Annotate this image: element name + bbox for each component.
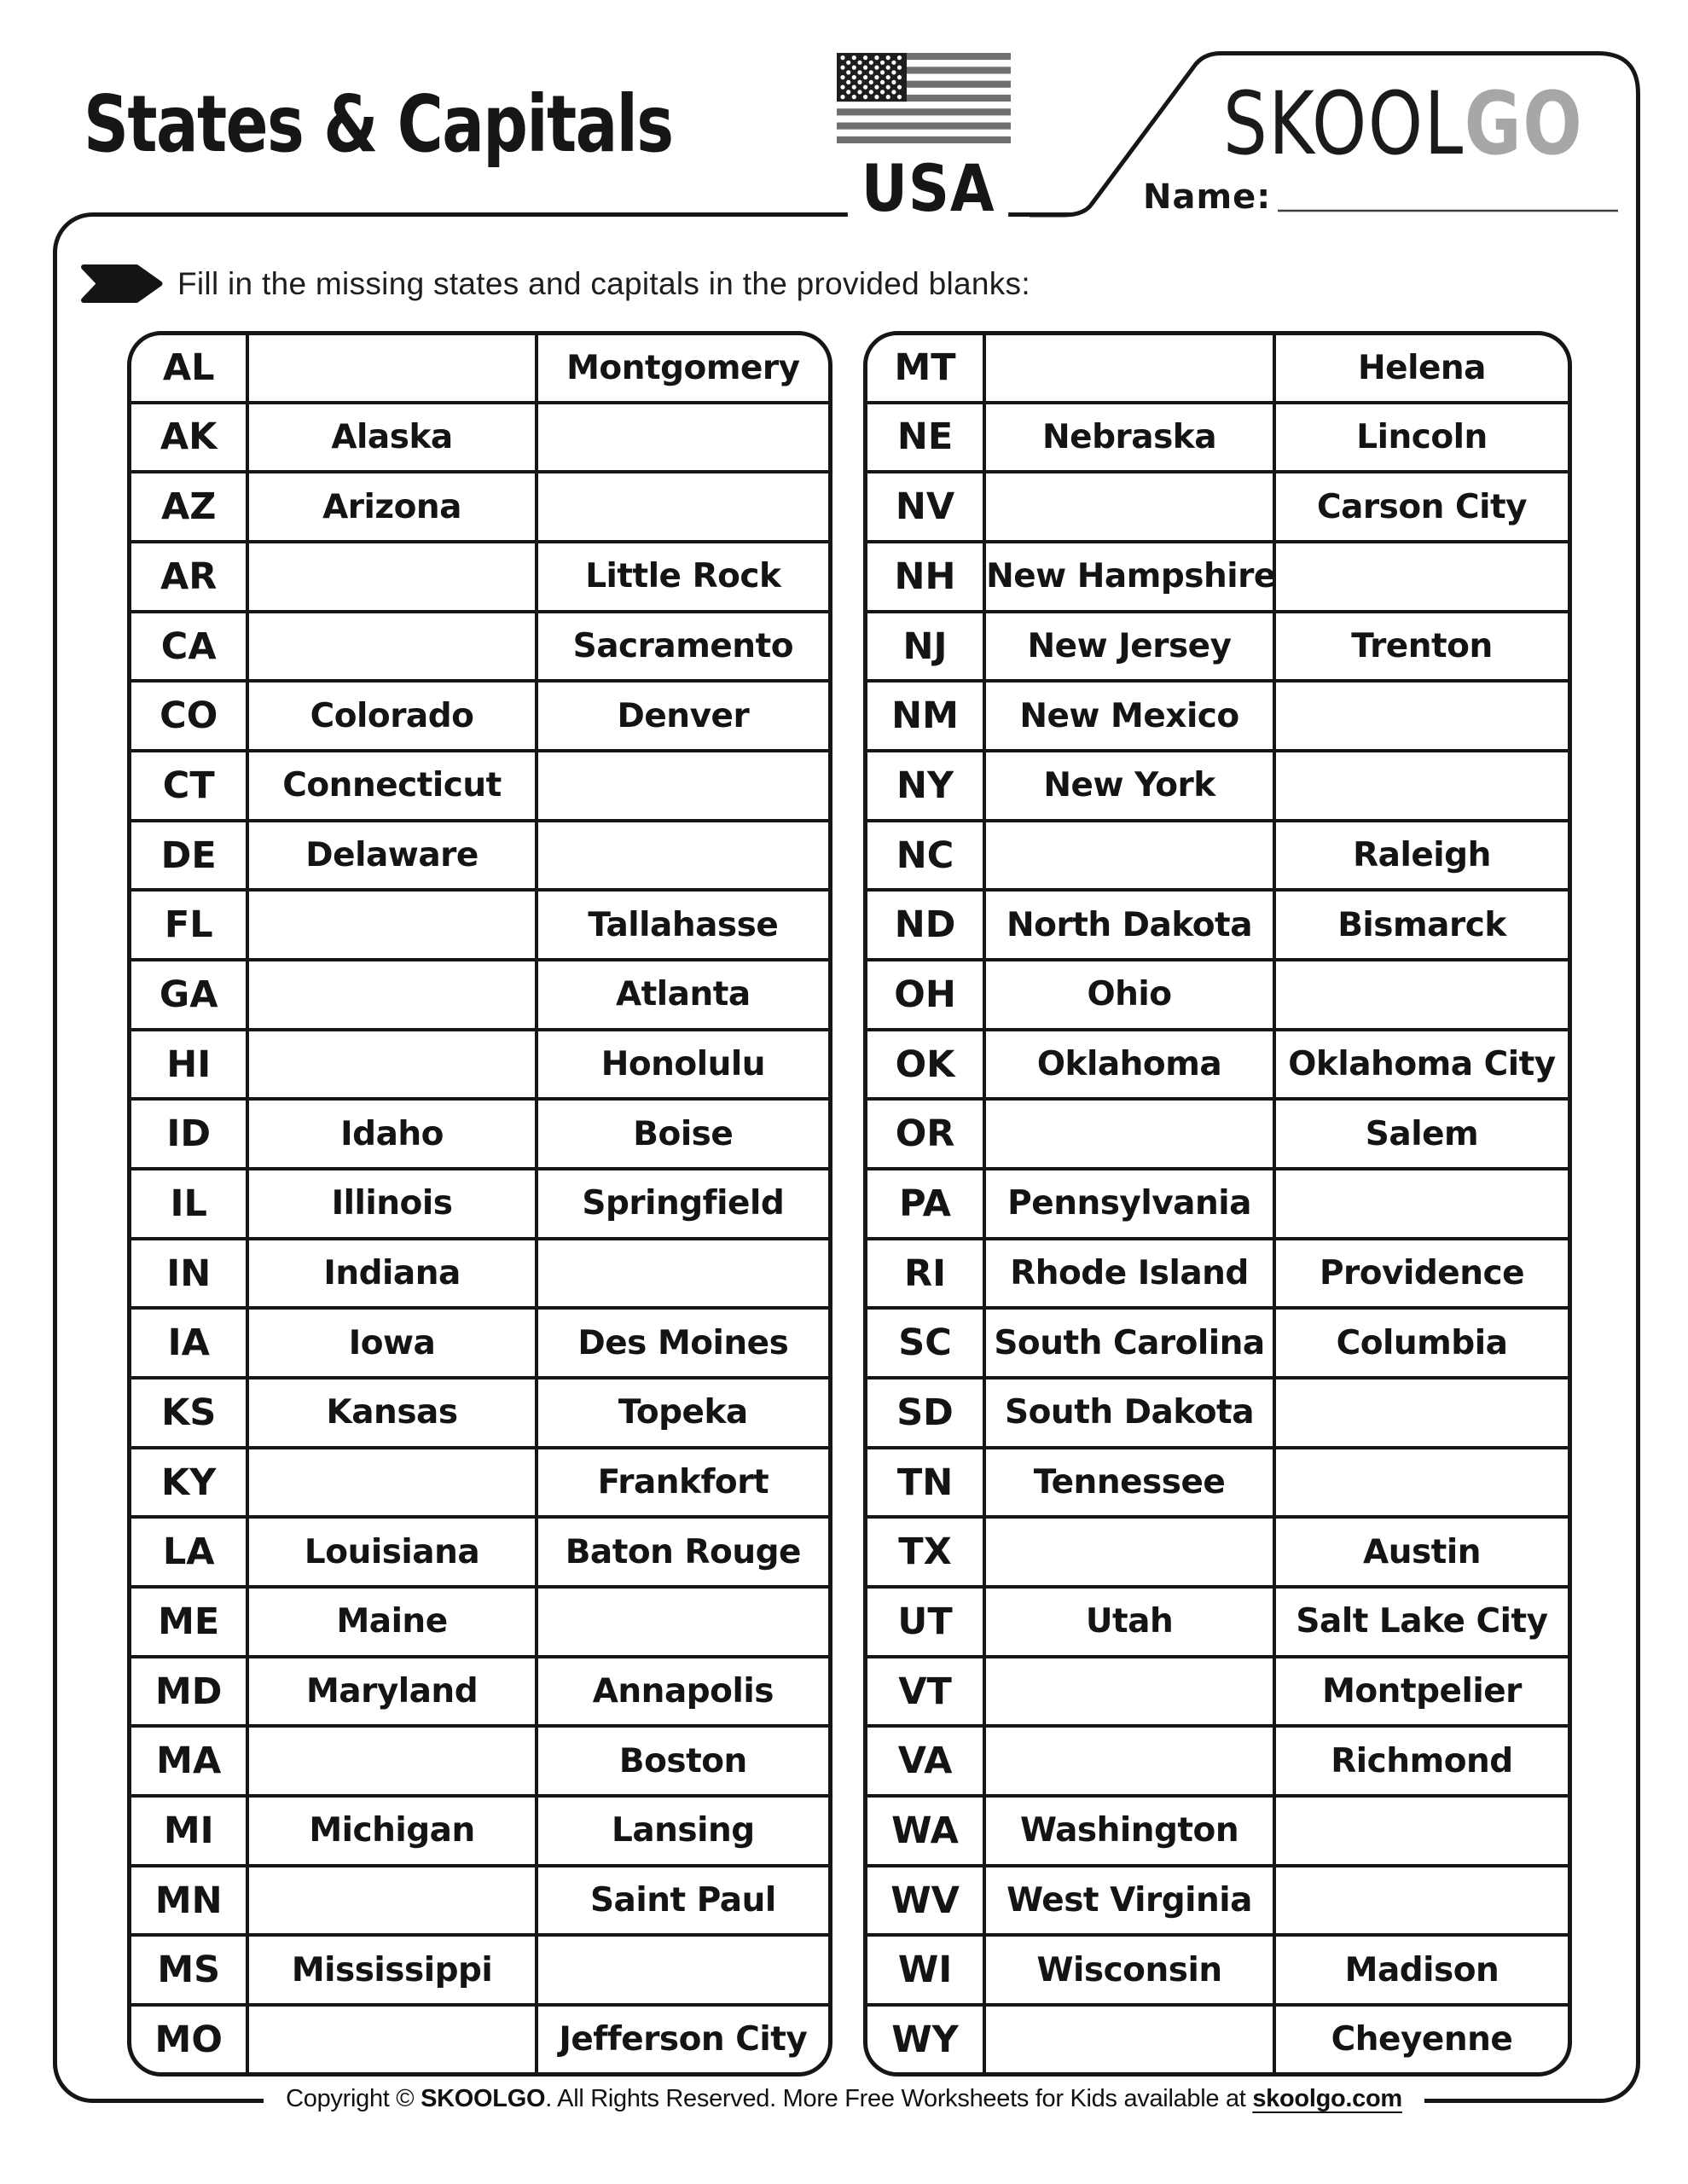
table-row: [867, 612, 1568, 682]
abbr-cell: OK: [867, 1030, 984, 1100]
table-row: [867, 1308, 1568, 1378]
capital-cell-blank[interactable]: [1274, 681, 1568, 751]
capital-cell-blank[interactable]: [537, 751, 828, 821]
table-row: [131, 1030, 828, 1100]
state-cell: West Virginia: [984, 1866, 1274, 1936]
capital-cell: Raleigh: [1274, 821, 1568, 891]
footer-text: [264, 2085, 1424, 2113]
table-row: [867, 1587, 1568, 1657]
state-cell-blank[interactable]: [247, 2005, 536, 2072]
abbr-cell: MS: [131, 1935, 247, 2005]
state-cell: South Carolina: [984, 1308, 1274, 1378]
state-cell: Washington: [984, 1796, 1274, 1866]
us-flag-icon: [837, 53, 1011, 143]
state-cell: Colorado: [247, 681, 536, 751]
capital-cell: Carson City: [1274, 472, 1568, 542]
abbr-cell: UT: [867, 1587, 984, 1657]
state-cell: Idaho: [247, 1099, 536, 1169]
flag-caption-label: USA: [848, 150, 1009, 226]
table-row: [867, 472, 1568, 542]
abbr-cell: SD: [867, 1378, 984, 1448]
abbr-cell: MT: [867, 335, 984, 403]
abbr-cell: WV: [867, 1866, 984, 1936]
state-cell: Maine: [247, 1587, 536, 1657]
capital-cell: Lincoln: [1274, 403, 1568, 473]
table-row: [131, 403, 828, 473]
abbr-cell: MO: [154, 2018, 223, 2061]
state-cell: Indiana: [247, 1239, 536, 1309]
capital-cell: Honolulu: [537, 1030, 828, 1100]
capital-cell-blank[interactable]: [1274, 1796, 1568, 1866]
abbr-cell: VT: [867, 1657, 984, 1727]
capital-cell: Austin: [1274, 1517, 1568, 1587]
state-cell: Michigan: [247, 1796, 536, 1866]
table-row: [867, 1796, 1568, 1866]
capital-cell-blank[interactable]: [1274, 1169, 1568, 1239]
flag-caption: [837, 150, 1011, 226]
state-cell: New Mexico: [984, 681, 1274, 751]
table-row: [867, 1935, 1568, 2005]
table-row: [867, 2005, 1568, 2072]
capital-cell-blank[interactable]: [537, 1239, 828, 1309]
abbr-cell: CT: [131, 751, 247, 821]
abbr-cell: LA: [131, 1517, 247, 1587]
state-cell-blank[interactable]: [247, 1726, 536, 1796]
table-row: [131, 1169, 828, 1239]
abbr-cell: FL: [131, 890, 247, 960]
abbr-cell: AZ: [131, 472, 247, 542]
state-cell: Alaska: [247, 403, 536, 473]
capital-cell: Baton Rouge: [537, 1517, 828, 1587]
table-row: [131, 1587, 828, 1657]
state-cell: Mississippi: [247, 1935, 536, 2005]
abbr-cell: HI: [131, 1030, 247, 1100]
abbr-cell: ID: [131, 1099, 247, 1169]
table-row: [131, 681, 828, 751]
state-cell: Tennessee: [984, 1448, 1274, 1518]
capital-cell: Salt Lake City: [1274, 1587, 1568, 1657]
table-row: [867, 1378, 1568, 1448]
table-row: [131, 1517, 828, 1587]
abbr-cell: IN: [131, 1239, 247, 1309]
capital-cell: Cheyenne: [1274, 2005, 1568, 2072]
state-cell: Illinois: [247, 1169, 536, 1239]
table-row: [131, 960, 828, 1030]
state-cell: South Dakota: [984, 1378, 1274, 1448]
brand-logo: [1223, 73, 1583, 175]
abbr-cell: NJ: [867, 612, 984, 682]
capital-cell-blank[interactable]: [1274, 542, 1568, 612]
state-cell: Ohio: [984, 960, 1274, 1030]
abbr-cell: AK: [131, 403, 247, 473]
table-row: [867, 1657, 1568, 1727]
state-cell-blank[interactable]: [247, 542, 536, 612]
footer: [0, 2085, 1688, 2113]
state-cell-blank[interactable]: [247, 890, 536, 960]
abbr-cell: IA: [131, 1308, 247, 1378]
capital-cell-blank[interactable]: [1274, 1378, 1568, 1448]
table-row: [131, 2005, 828, 2072]
footer-middle: . All Rights Reserved. More Free Worksheets for Kids available at: [545, 2085, 1253, 2112]
capital-cell: Tallahasse: [537, 890, 828, 960]
table-row: [867, 1099, 1568, 1169]
state-cell: New Jersey: [984, 612, 1274, 682]
capital-cell: Montpelier: [1274, 1657, 1568, 1727]
abbr-cell: ND: [867, 890, 984, 960]
capital-cell: Sacramento: [537, 612, 828, 682]
table-row: [131, 1099, 828, 1169]
state-cell: Utah: [984, 1587, 1274, 1657]
table-row: [131, 612, 828, 682]
table-row: [867, 1448, 1568, 1518]
page-title: States & Capitals: [84, 78, 673, 170]
table-row: [867, 403, 1568, 473]
footer-brand: SKOOLGO: [421, 2085, 546, 2112]
state-cell-blank[interactable]: [984, 472, 1274, 542]
capital-cell: Boise: [537, 1099, 828, 1169]
state-cell-blank[interactable]: [984, 1657, 1274, 1727]
state-cell: Wisconsin: [984, 1935, 1274, 2005]
capital-cell: Providence: [1274, 1239, 1568, 1309]
table-row: [867, 681, 1568, 751]
abbr-cell: IL: [131, 1169, 247, 1239]
table-row: [867, 1726, 1568, 1796]
abbr-cell: WI: [867, 1935, 984, 2005]
capital-cell: Saint Paul: [537, 1866, 828, 1936]
abbr-cell: WA: [867, 1796, 984, 1866]
abbr-cell: ME: [131, 1587, 247, 1657]
table-row: [867, 751, 1568, 821]
abbr-cell: NY: [867, 751, 984, 821]
state-cell-blank[interactable]: [984, 821, 1274, 891]
table-row: [867, 1866, 1568, 1936]
capital-cell-blank[interactable]: [537, 821, 828, 891]
table-row: [867, 890, 1568, 960]
abbr-cell: SC: [867, 1308, 984, 1378]
name-label: Name:: [1143, 177, 1272, 217]
state-cell: Nebraska: [984, 403, 1274, 473]
state-cell-blank[interactable]: [247, 1866, 536, 1936]
state-cell: Pennsylvania: [984, 1169, 1274, 1239]
state-cell-blank[interactable]: [984, 2005, 1274, 2072]
abbr-cell: PA: [867, 1169, 984, 1239]
abbr-cell: AR: [131, 542, 247, 612]
capital-cell-blank[interactable]: [1274, 1448, 1568, 1518]
abbr-cell: NM: [867, 681, 984, 751]
state-cell-blank[interactable]: [247, 960, 536, 1030]
arrow-icon: [84, 267, 160, 300]
state-cell: Kansas: [247, 1378, 536, 1448]
capital-cell: Topeka: [537, 1378, 828, 1448]
table-row: [867, 1517, 1568, 1587]
capital-cell-blank[interactable]: [537, 403, 828, 473]
capital-cell: Boston: [537, 1726, 828, 1796]
capital-cell: Richmond: [1274, 1726, 1568, 1796]
abbr-cell: MD: [131, 1657, 247, 1727]
abbr-cell: OH: [867, 960, 984, 1030]
abbr-cell: WY: [891, 2018, 959, 2061]
footer-site-link[interactable]: skoolgo.com: [1252, 2085, 1402, 2112]
capital-cell-blank[interactable]: [537, 1587, 828, 1657]
abbr-cell: KS: [131, 1378, 247, 1448]
abbr-cell: NC: [867, 821, 984, 891]
capital-cell: Lansing: [537, 1796, 828, 1866]
table-row: [131, 1726, 828, 1796]
state-cell-blank[interactable]: [247, 335, 536, 403]
capital-cell-blank[interactable]: [537, 472, 828, 542]
state-cell-blank[interactable]: [247, 1448, 536, 1518]
abbr-cell: CA: [131, 612, 247, 682]
state-cell: North Dakota: [984, 890, 1274, 960]
capital-cell: Columbia: [1274, 1308, 1568, 1378]
footer-copyright: Copyright ©: [286, 2085, 421, 2112]
state-cell: Arizona: [247, 472, 536, 542]
state-cell: Delaware: [247, 821, 536, 891]
table-row: [131, 1657, 828, 1727]
capital-cell: Annapolis: [537, 1657, 828, 1727]
capital-cell: Little Rock: [537, 542, 828, 612]
capital-cell: Denver: [537, 681, 828, 751]
abbr-cell: DE: [131, 821, 247, 891]
table-row: [131, 821, 828, 891]
states-table-right: [863, 331, 1572, 2077]
abbr-cell: TX: [867, 1517, 984, 1587]
abbr-cell: VA: [867, 1726, 984, 1796]
table-row: [131, 751, 828, 821]
table-row: [131, 335, 828, 403]
abbr-cell: NH: [867, 542, 984, 612]
abbr-cell: NE: [867, 403, 984, 473]
instruction-text: Fill in the missing states and capitals in the provided blanks:: [177, 266, 1030, 301]
abbr-cell: TN: [867, 1448, 984, 1518]
capital-cell: Salem: [1274, 1099, 1568, 1169]
abbr-cell: AL: [131, 335, 247, 403]
abbr-cell: MN: [131, 1866, 247, 1936]
table-row: [131, 1448, 828, 1518]
states-table-right-grid: [867, 335, 1568, 2072]
abbr-cell: OR: [867, 1099, 984, 1169]
capital-cell: Bismarck: [1274, 890, 1568, 960]
state-cell: New Hampshire: [984, 542, 1274, 612]
capital-cell: Atlanta: [537, 960, 828, 1030]
table-row: [867, 821, 1568, 891]
capital-cell-blank[interactable]: [1274, 751, 1568, 821]
state-cell: Rhode Island: [984, 1239, 1274, 1309]
abbr-cell: MA: [131, 1726, 247, 1796]
capital-cell-blank[interactable]: [1274, 960, 1568, 1030]
state-cell-blank[interactable]: [247, 612, 536, 682]
capital-cell: Des Moines: [537, 1308, 828, 1378]
abbr-cell: MI: [131, 1796, 247, 1866]
table-row: [131, 1378, 828, 1448]
abbr-cell: NV: [867, 472, 984, 542]
table-row: [867, 1169, 1568, 1239]
state-cell: Connecticut: [247, 751, 536, 821]
capital-cell: Montgomery: [537, 335, 828, 403]
abbr-cell: GA: [131, 960, 247, 1030]
capital-cell-blank[interactable]: [537, 1935, 828, 2005]
capital-cell-blank[interactable]: [1274, 1866, 1568, 1936]
capital-cell: Frankfort: [537, 1448, 828, 1518]
state-cell-blank[interactable]: [984, 1099, 1274, 1169]
capital-cell: Oklahoma City: [1274, 1030, 1568, 1100]
table-row: [867, 542, 1568, 612]
state-cell-blank[interactable]: [984, 1517, 1274, 1587]
state-cell-blank[interactable]: [247, 1030, 536, 1100]
table-row: [131, 1935, 828, 2005]
brand-logo-go: GO: [1464, 73, 1584, 175]
table-row: [131, 1866, 828, 1936]
abbr-cell: RI: [867, 1239, 984, 1309]
capital-cell: Springfield: [537, 1169, 828, 1239]
states-table-left: [127, 331, 832, 2077]
state-cell: Iowa: [247, 1308, 536, 1378]
capital-cell: Madison: [1274, 1935, 1568, 2005]
table-row: [131, 542, 828, 612]
states-table-left-grid: [131, 335, 828, 2072]
state-cell-blank[interactable]: [984, 1726, 1274, 1796]
state-cell: New York: [984, 751, 1274, 821]
state-cell: Louisiana: [247, 1517, 536, 1587]
table-row: [867, 335, 1568, 403]
abbr-cell: CO: [131, 681, 247, 751]
brand-logo-skool: SKOOL: [1223, 73, 1465, 175]
capital-cell: Jefferson City: [537, 2005, 828, 2072]
state-cell: Maryland: [247, 1657, 536, 1727]
state-cell: Oklahoma: [984, 1030, 1274, 1100]
state-cell-blank[interactable]: [984, 335, 1274, 403]
table-row: [867, 1030, 1568, 1100]
table-row: [131, 1796, 828, 1866]
table-row: [867, 1239, 1568, 1309]
table-row: [867, 960, 1568, 1030]
table-row: [131, 1308, 828, 1378]
table-row: [131, 890, 828, 960]
capital-cell: Trenton: [1274, 612, 1568, 682]
table-row: [131, 472, 828, 542]
table-row: [131, 1239, 828, 1309]
capital-cell: Helena: [1274, 335, 1568, 403]
abbr-cell: KY: [131, 1448, 247, 1518]
